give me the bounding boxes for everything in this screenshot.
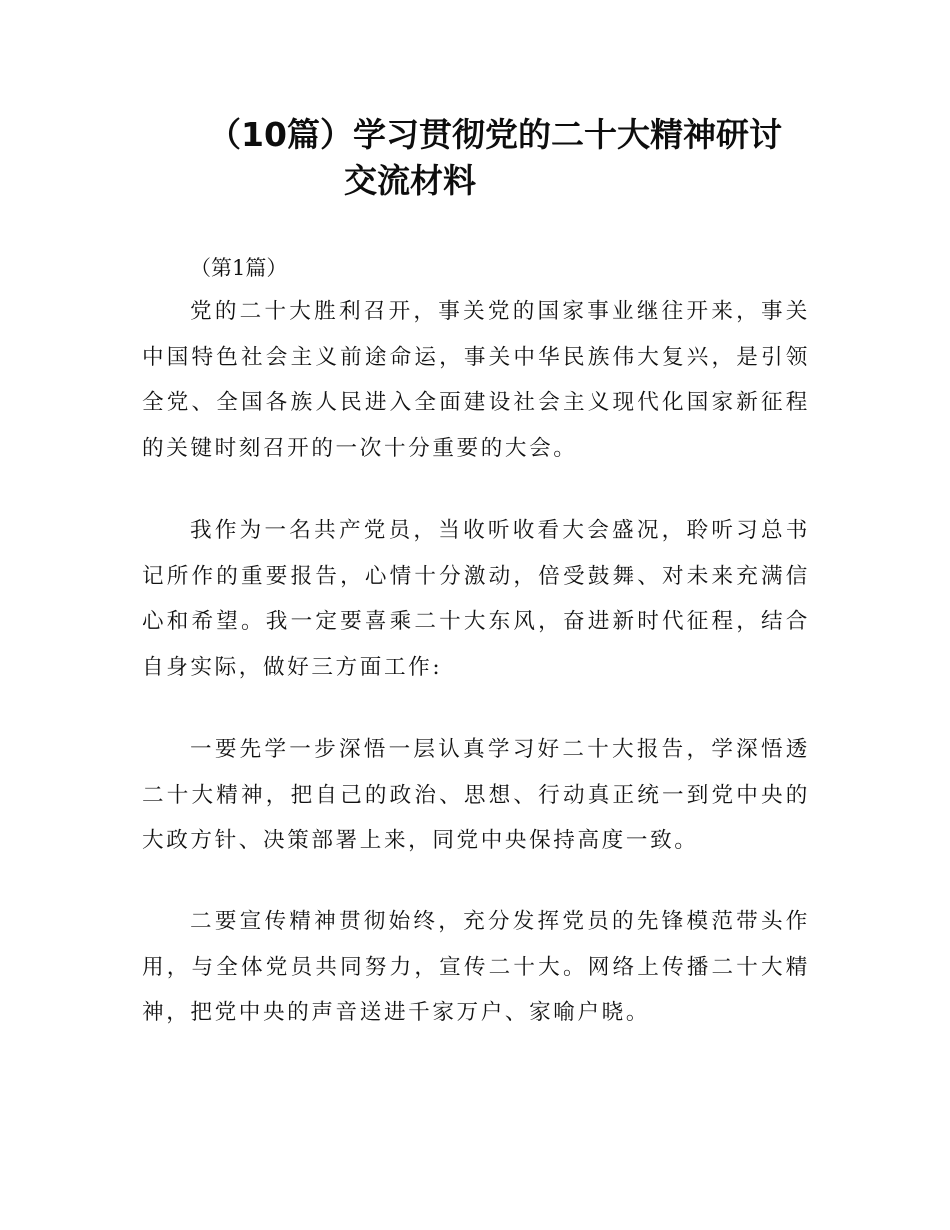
paragraph-2: 我作为一名共产党员，当收听收看大会盛况，聆听习总书记所作的重要报告，心情十分激动，倍受鼓舞、对未来充满信心和希望。我一定要喜乘二十大东风，奋进新时代征程，结合自身实际，做好三方面工作:: [142, 518, 810, 680]
document-title-line-2: 交流材料: [344, 161, 476, 200]
paragraph-1: 党的二十大胜利召开，事关党的国家事业继往开来，事关中国特色社会主义前途命运，事关中华民族伟大复兴，是引领全党、全国各族人民进入全面建设社会主义现代化国家新征程的关键时刻召开的一次十分重要的大会。: [142, 299, 810, 461]
document-title-line-1: （10篇）学习贯彻党的二十大精神研讨: [208, 115, 782, 154]
section-label: （第1篇）: [190, 256, 288, 280]
paragraph-3: 一要先学一步深悟一层认真学习好二十大报告，学深悟透二十大精神，把自己的政治、思想、行动真正统一到党中央的大政方针、决策部署上来，同党中央保持高度一致。: [142, 737, 810, 853]
paragraph-4: 二要宣传精神贯彻始终，充分发挥党员的先锋模范带头作用，与全体党员共同努力，宣传二十大。网络上传播二十大精神，把党中央的声音送进千家万户、家喻户晓。: [142, 909, 810, 1025]
